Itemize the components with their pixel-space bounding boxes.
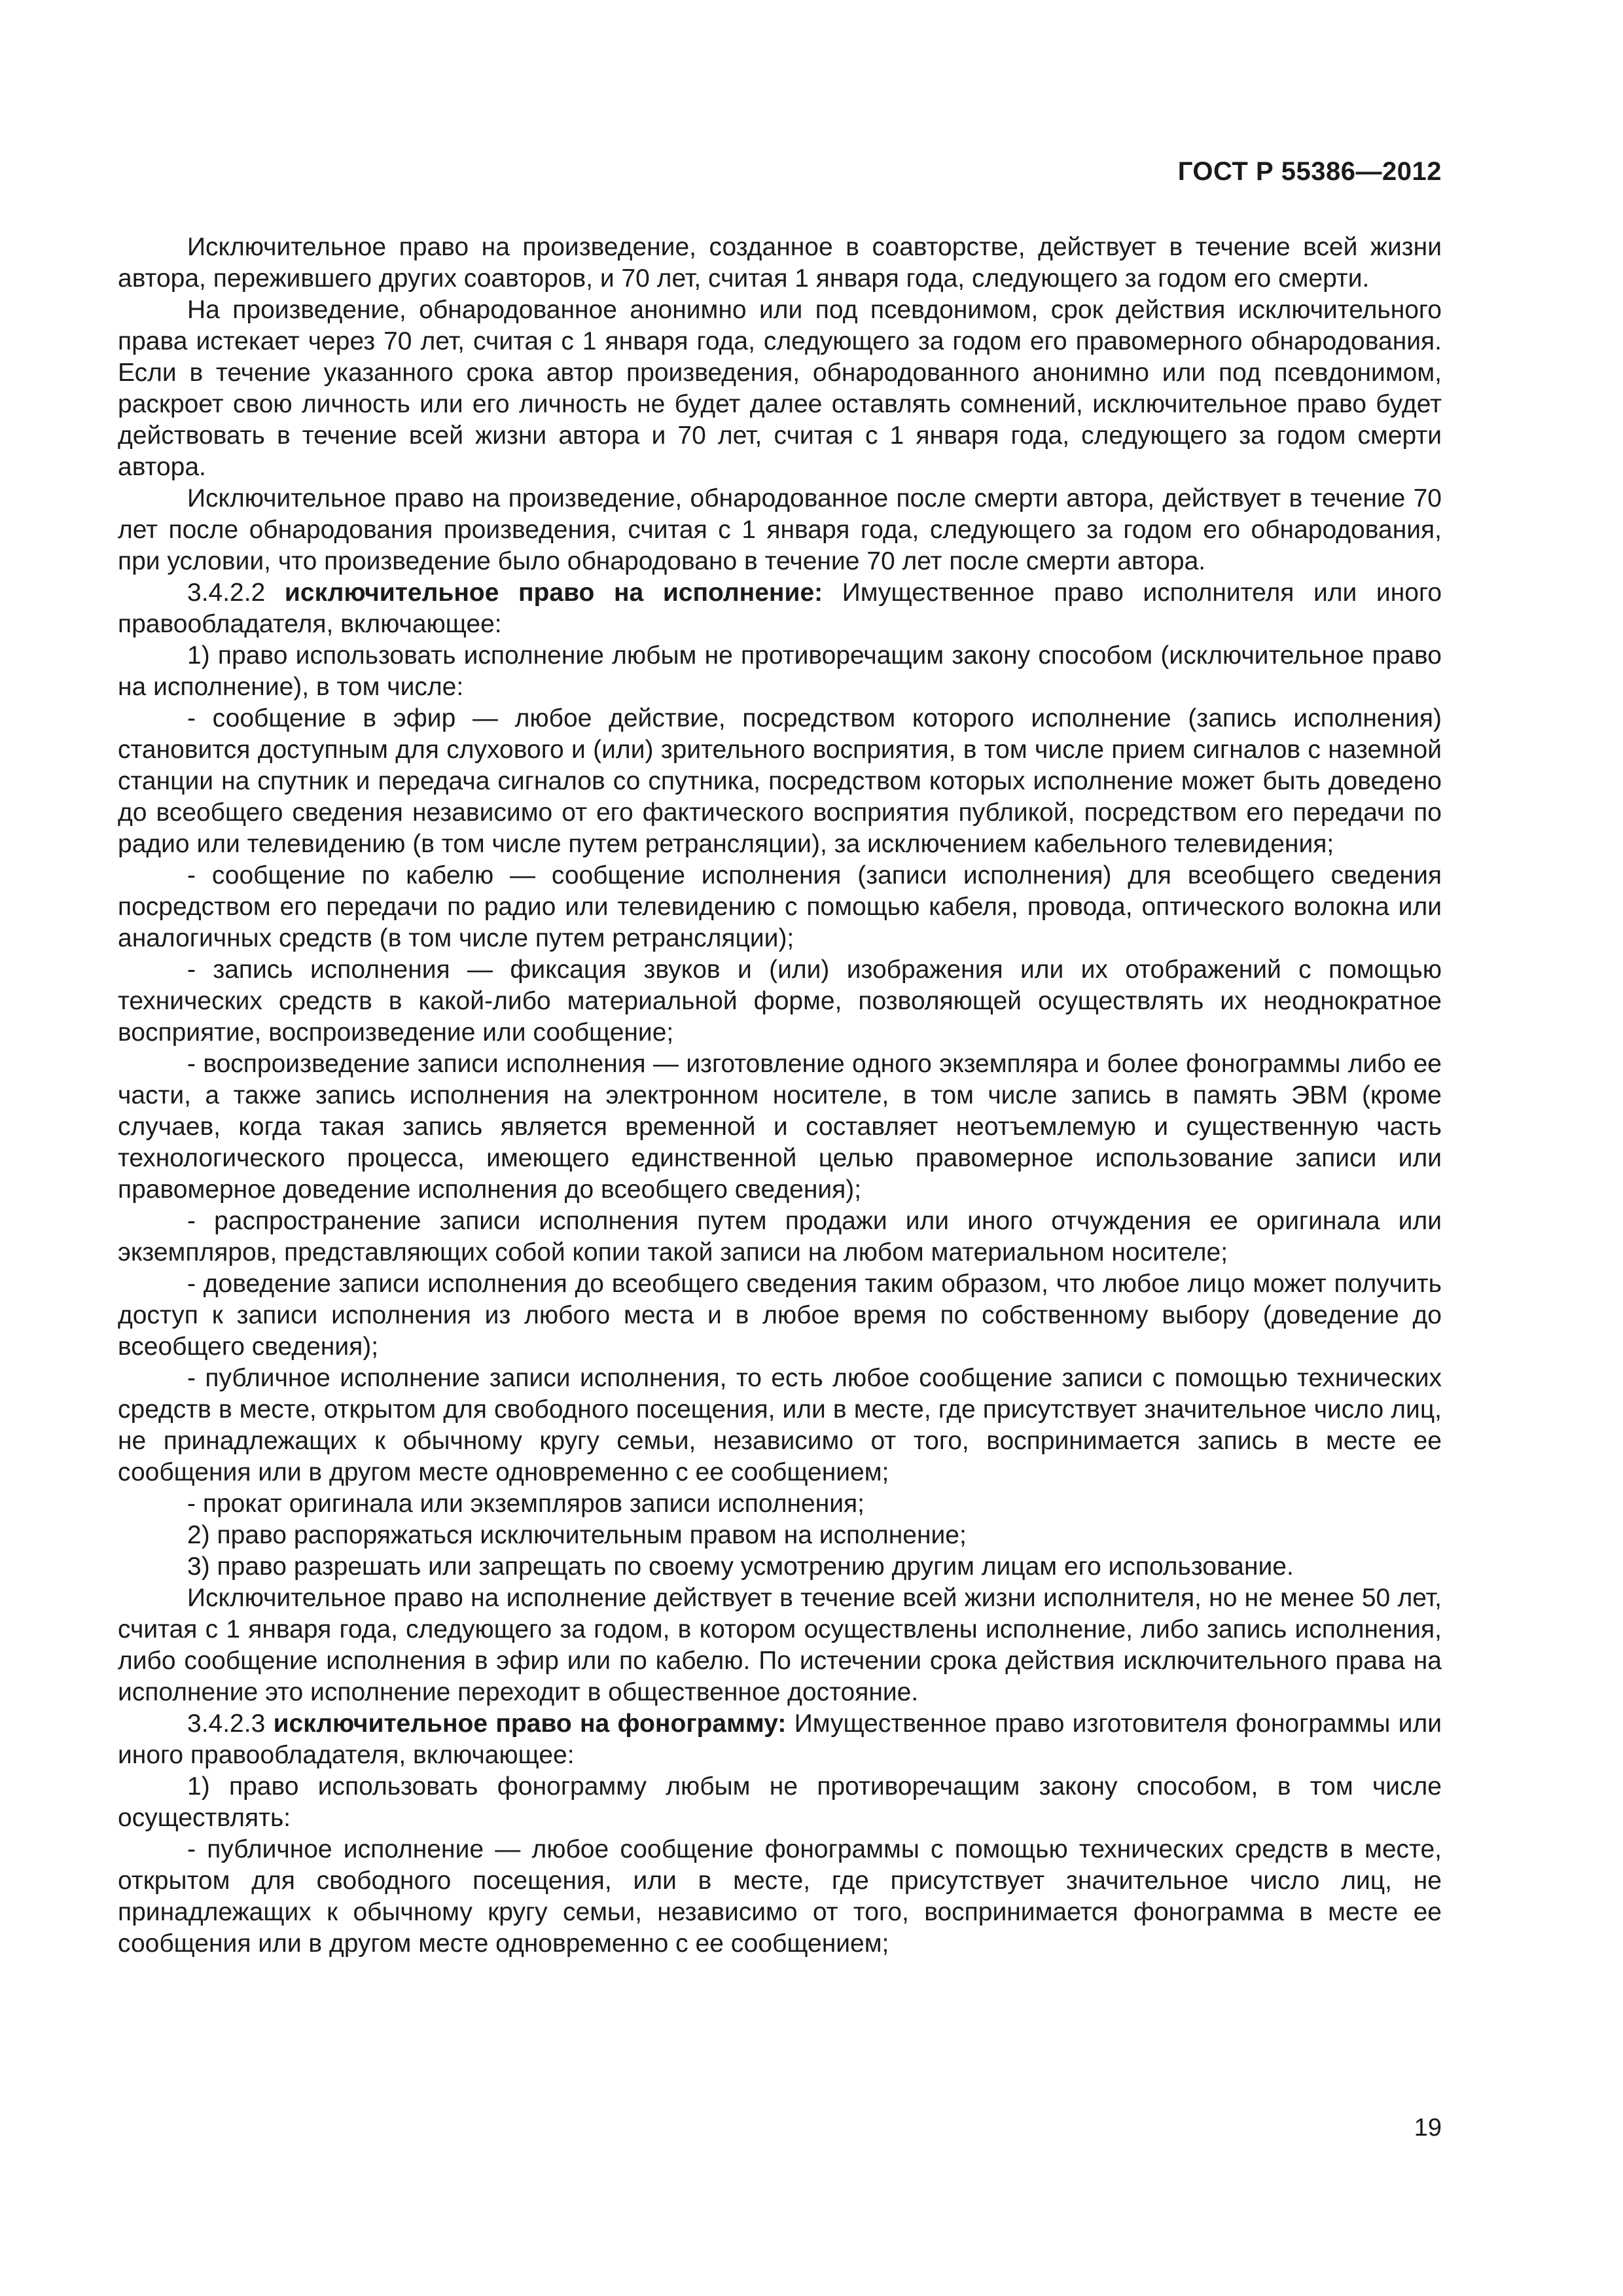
clause-definition: Имущественное право исполнителя или иного правообладателя, включающее: bbox=[118, 579, 1442, 638]
paragraph: Исключительное право на исполнение действует в течение всей жизни исполнителя, но не менее 50 лет, считая с 1 января года, следующего за годом, в котором осуществлены исполнение, либо запись исполнения, либо сообщение исполнения в эфир или по кабелю. По истечении срока действия исключительного права на исполнение это исполнение переходит в общественное достояние. bbox=[118, 1584, 1442, 1706]
list-item: - сообщение в эфир — любое действие, посредством которого исполнение (запись исполнения) становится доступным для слухового и (или) зрительного восприятия, в том числе прием сигналов с наземной станции на спутник и передача сигналов со спутника, посредством которых исполнение может быть доведено до всеобщего сведения независимо от его фактического восприятия публикой, посредством его передачи по радио или телевидению (в том числе путем ретрансляции), за исключением кабельного телевидения; bbox=[118, 704, 1442, 858]
clause-3-4-2-3 bbox=[118, 1708, 1442, 1771]
list-item: - доведение записи исполнения до всеобщего сведения таким образом, что любое лицо может получить доступ к записи исполнения из любого места и в любое время по собственному выбору (доведение до всеобщего сведения); bbox=[118, 1270, 1442, 1361]
paragraph: Исключительное право на произведение, обнародованное после смерти автора, действует в течение 70 лет после обнародования произведения, считая с 1 января года, следующего за годом его обнародования, при условии, что произведение было обнародовано в течение 70 лет после смерти автора. bbox=[118, 484, 1442, 575]
list-item: - воспроизведение записи исполнения — изготовление одного экземпляра и более фонограммы либо ее части, а также запись исполнения на электронном носителе, в том числе запись в память ЭВМ (кроме случаев, когда такая запись является временной и составляет неотъемлемую и существенную часть технологического процесса, имеющего единственной целью правомерное использование записи или правомерное доведение исполнения до всеобщего сведения); bbox=[118, 1050, 1442, 1204]
clause-number: 3.4.2.3 bbox=[187, 1710, 266, 1738]
list-item: 1) право использовать фонограмму любым не противоречащим закону способом, в том числе осуществлять: bbox=[118, 1772, 1442, 1832]
standard-header: ГОСТ Р 55386—2012 bbox=[1177, 157, 1442, 186]
list-item: 2) право распоряжаться исключительным правом на исполнение; bbox=[187, 1521, 967, 1549]
document-body bbox=[118, 232, 1442, 1960]
list-item: - сообщение по кабелю — сообщение исполнения (записи исполнения) для всеобщего сведения посредством его передачи по радио или телевидению с помощью кабеля, провода, оптического волокна или аналогичных средств (в том числе путем ретрансляции); bbox=[118, 861, 1442, 952]
list-item: - прокат оригинала или экземпляров записи исполнения; bbox=[187, 1490, 865, 1518]
list-item: 1) право использовать исполнение любым не противоречащим закону способом (исключительное право на исполнение), в том числе: bbox=[118, 641, 1442, 701]
list-item: - публичное исполнение — любое сообщение фонограммы с помощью технических средств в месте, открытом для свободного посещения, или в месте, где присутствует значительное число лиц, не принадлежащих к обычному кругу семьи, независимо от того, воспринимается фонограмма в месте ее сообщения или в другом месте одновременно с ее сообщением; bbox=[118, 1835, 1442, 1958]
list-item: 3) право разрешать или запрещать по своему усмотрению другим лицам его использование. bbox=[187, 1552, 1294, 1581]
clause-number: 3.4.2.2 bbox=[187, 579, 266, 607]
clause-term: исключительное право на исполнение: bbox=[284, 579, 823, 607]
list-item: - запись исполнения — фиксация звуков и (или) изображения или их отображений с помощью технических средств в какой-либо материальной форме, позволяющей осуществлять их неоднократное восприятие, воспроизведение или сообщение; bbox=[118, 956, 1442, 1047]
clause-definition: Имущественное право изготовителя фонограммы или иного правообладателя, включающее: bbox=[118, 1710, 1442, 1769]
paragraph: На произведение, обнародованное анонимно или под псевдонимом, срок действия исключительного права истекает через 70 лет, считая с 1 января года, следующего за годом его правомерного обнародования. Если в течение указанного срока автор произведения, обнародованного анонимно или под псевдонимом, раскроет свою личность или его личность не будет далее оставлять сомнений, исключительное право будет действовать в течение всей жизни автора и 70 лет, считая с 1 января года, следующего за годом смерти автора. bbox=[118, 296, 1442, 481]
paragraph: Исключительное право на произведение, созданное в соавторстве, действует в течение всей жизни автора, пережившего других соавторов, и 70 лет, считая 1 января года, следующего за годом его смерти. bbox=[118, 233, 1442, 293]
list-item: - распространение записи исполнения путем продажи или иного отчуждения ее оригинала или экземпляров, представляющих собой копии такой записи на любом материальном носителе; bbox=[118, 1207, 1442, 1266]
page-number: 19 bbox=[1414, 2114, 1442, 2142]
clause-term: исключительное право на фонограмму: bbox=[273, 1710, 787, 1738]
clause-3-4-2-2 bbox=[118, 577, 1442, 640]
list-item: - публичное исполнение записи исполнения, то есть любое сообщение записи с помощью технических средств в месте, открытом для свободного посещения, или в месте, где присутствует значительное число лиц, не принадлежащих к обычному кругу семьи, независимо от того, воспринимается запись в месте ее сообщения или в другом месте одновременно с ее сообщением; bbox=[118, 1364, 1442, 1486]
